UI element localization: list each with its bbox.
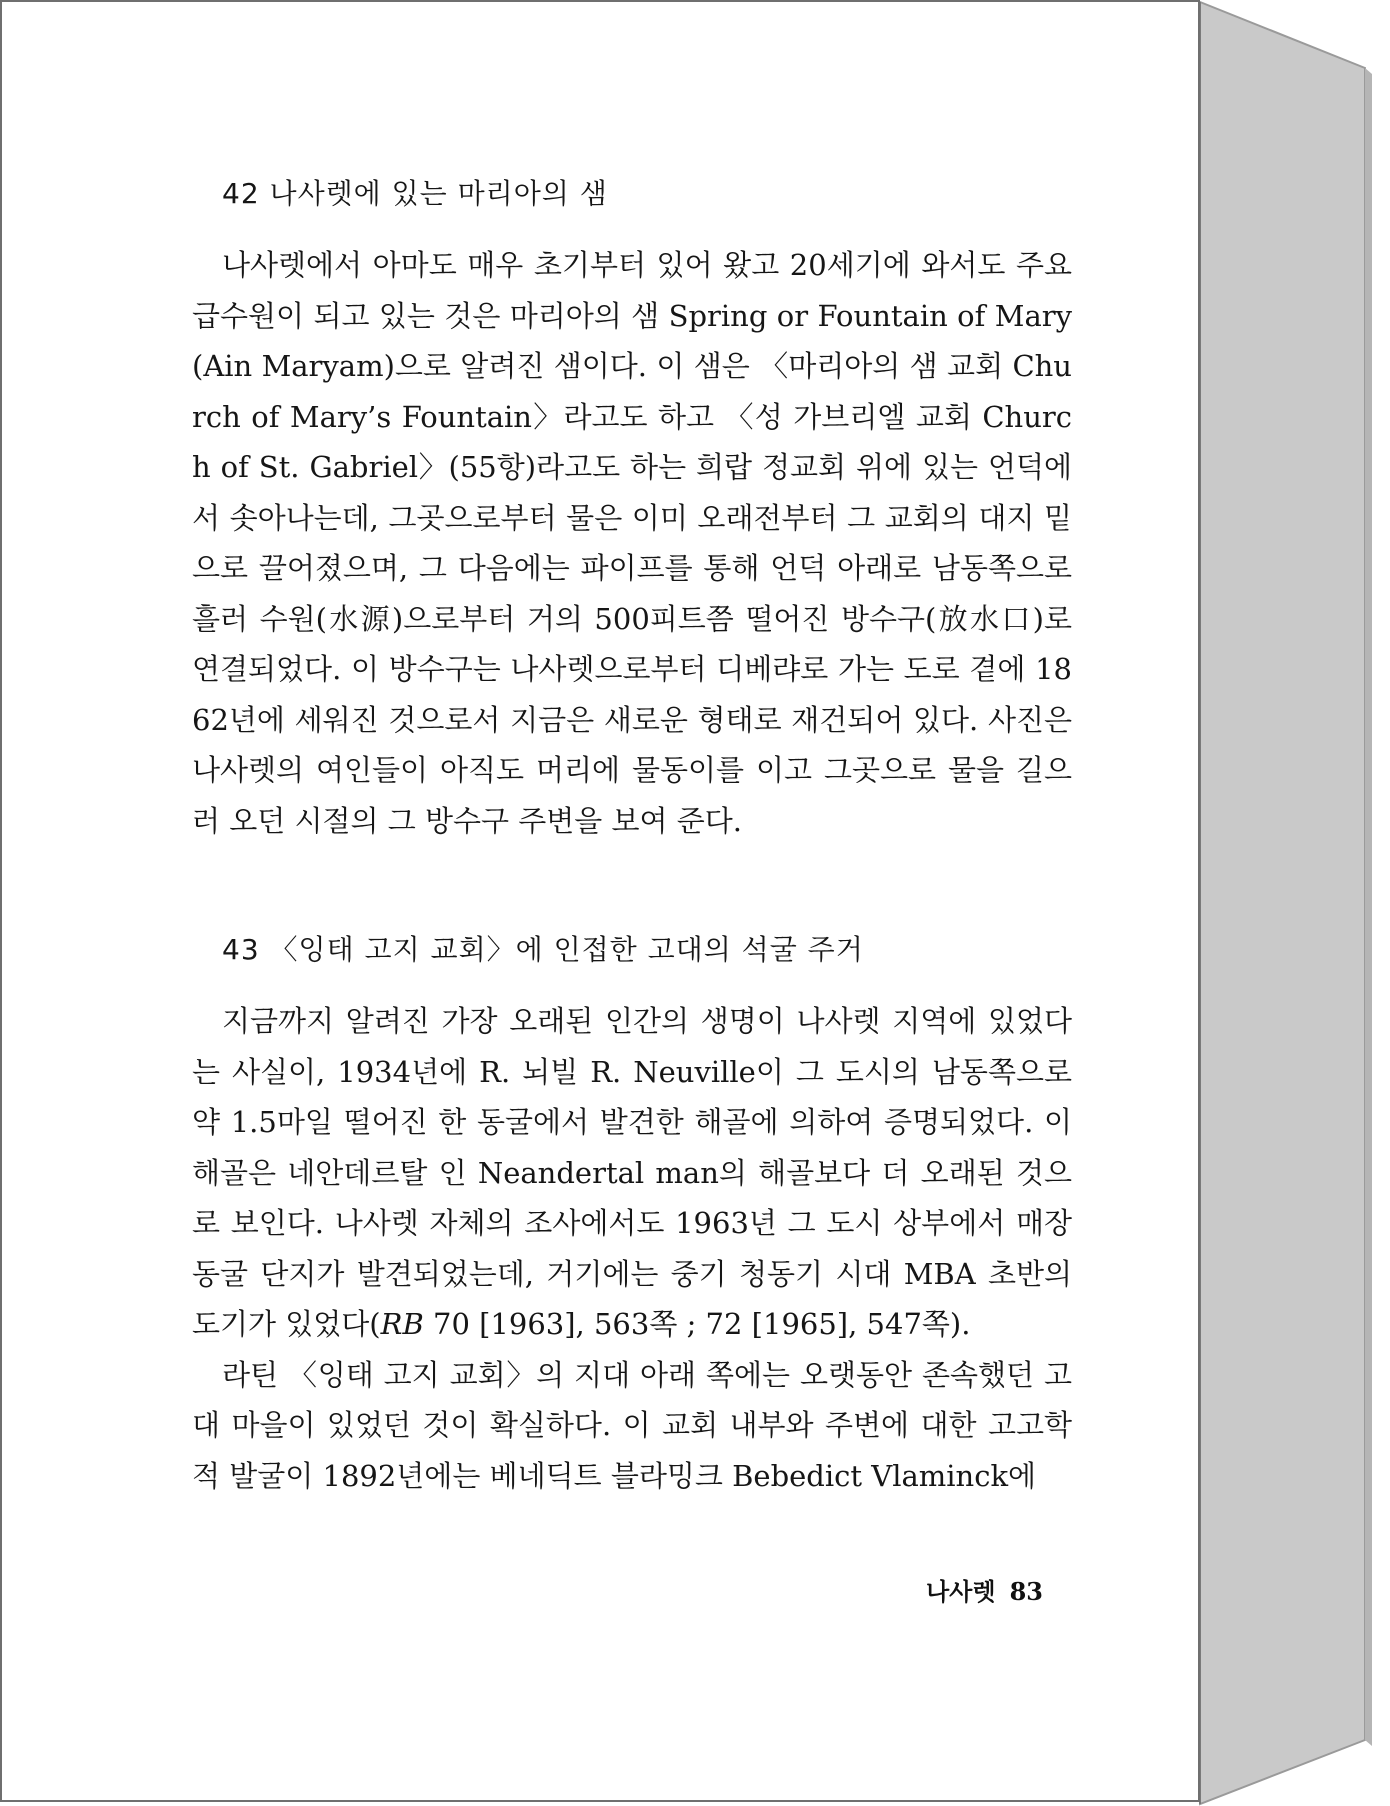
page-number: 83	[1009, 1577, 1043, 1606]
section-43-paragraph-1	[192, 996, 1072, 1350]
section-43-paragraph-2: 라틴 〈잉태 고지 교회〉의 지대 아래 쪽에는 오랫동안 존속했던 고대 마을이 있었던 것이 확실하다. 이 교회 내부와 주변에 대한 고고학적 발굴이 1892년에는 베네딕트 블라밍크 Bebedict Vlaminck에	[192, 1357, 1072, 1493]
page-footer	[926, 1572, 1043, 1607]
section-43-title: 43 〈잉태 고지 교회〉에 인접한 고대의 석굴 주거	[222, 933, 864, 966]
paragraph-1-text-b: 70 [1963], 563쪽 ; 72 [1965], 547쪽).	[423, 1307, 971, 1341]
section-42-body	[192, 240, 1072, 846]
section-43-body	[192, 996, 1072, 1501]
journal-abbreviation: RB	[380, 1307, 424, 1341]
section-42-paragraph: 나사렛에서 아마도 매우 초기부터 있어 왔고 20세기에 와서도 주요 급수원이 되고 있는 것은 마리아의 샘 Spring or Fountain of Mary(Ain Maryam)으로 알려진 샘이다. 이 샘은 〈마리아의 샘 교회 Church of Mary’s Fountain〉라고도 하고 〈성 가브리엘 교회 Church of St. Gabriel〉(55항)라고도 하는 희랍 정교회 위에 있는 언덕에서 솟아나는데, 그곳으로부터 물은 이미 오래전부터 그 교회의 대지 밑으로 끌어졌으며, 그 다음에는 파이프를 통해 언덕 아래로 남동쪽으로 흘러 수원(水源)으로부터 거의 500피트쯤 떨어진 방수구(放水口)로 연결되었다. 이 방수구는 나사렛으로부터 디베랴로 가는 도로 곁에 1862년에 세워진 것으로서 지금은 새로운 형태로 재건되어 있다. 사진은 나사렛의 여인들이 아직도 머리에 물동이를 이고 그곳으로 물을 길으러 오던 시절의 그 방수구 주변을 보여 준다.	[192, 248, 1072, 838]
section-42-title: 42 나사렛에 있는 마리아의 샘	[222, 177, 608, 210]
running-head: 나사렛	[926, 1578, 996, 1606]
paragraph-1-text-a: 지금까지 알려진 가장 오래된 인간의 생명이 나사렛 지역에 있었다는 사실이, 1934년에 R. 뇌빌 R. Neuville이 그 도시의 남동쪽으로 약 1.5마일 떨어진 한 동굴에서 발견한 해골에 의하여 증명되었다. 이 해골은 네안데르탈 인 Neandertal man의 해골보다 더 오래된 것으로 보인다. 나사렛 자체의 조사에서도 1963년 그 도시 상부에서 매장 동굴 단지가 발견되었는데, 거기에는 중기 청동기 시대 MBA 초반의 도기가 있었다(	[192, 1004, 1072, 1341]
